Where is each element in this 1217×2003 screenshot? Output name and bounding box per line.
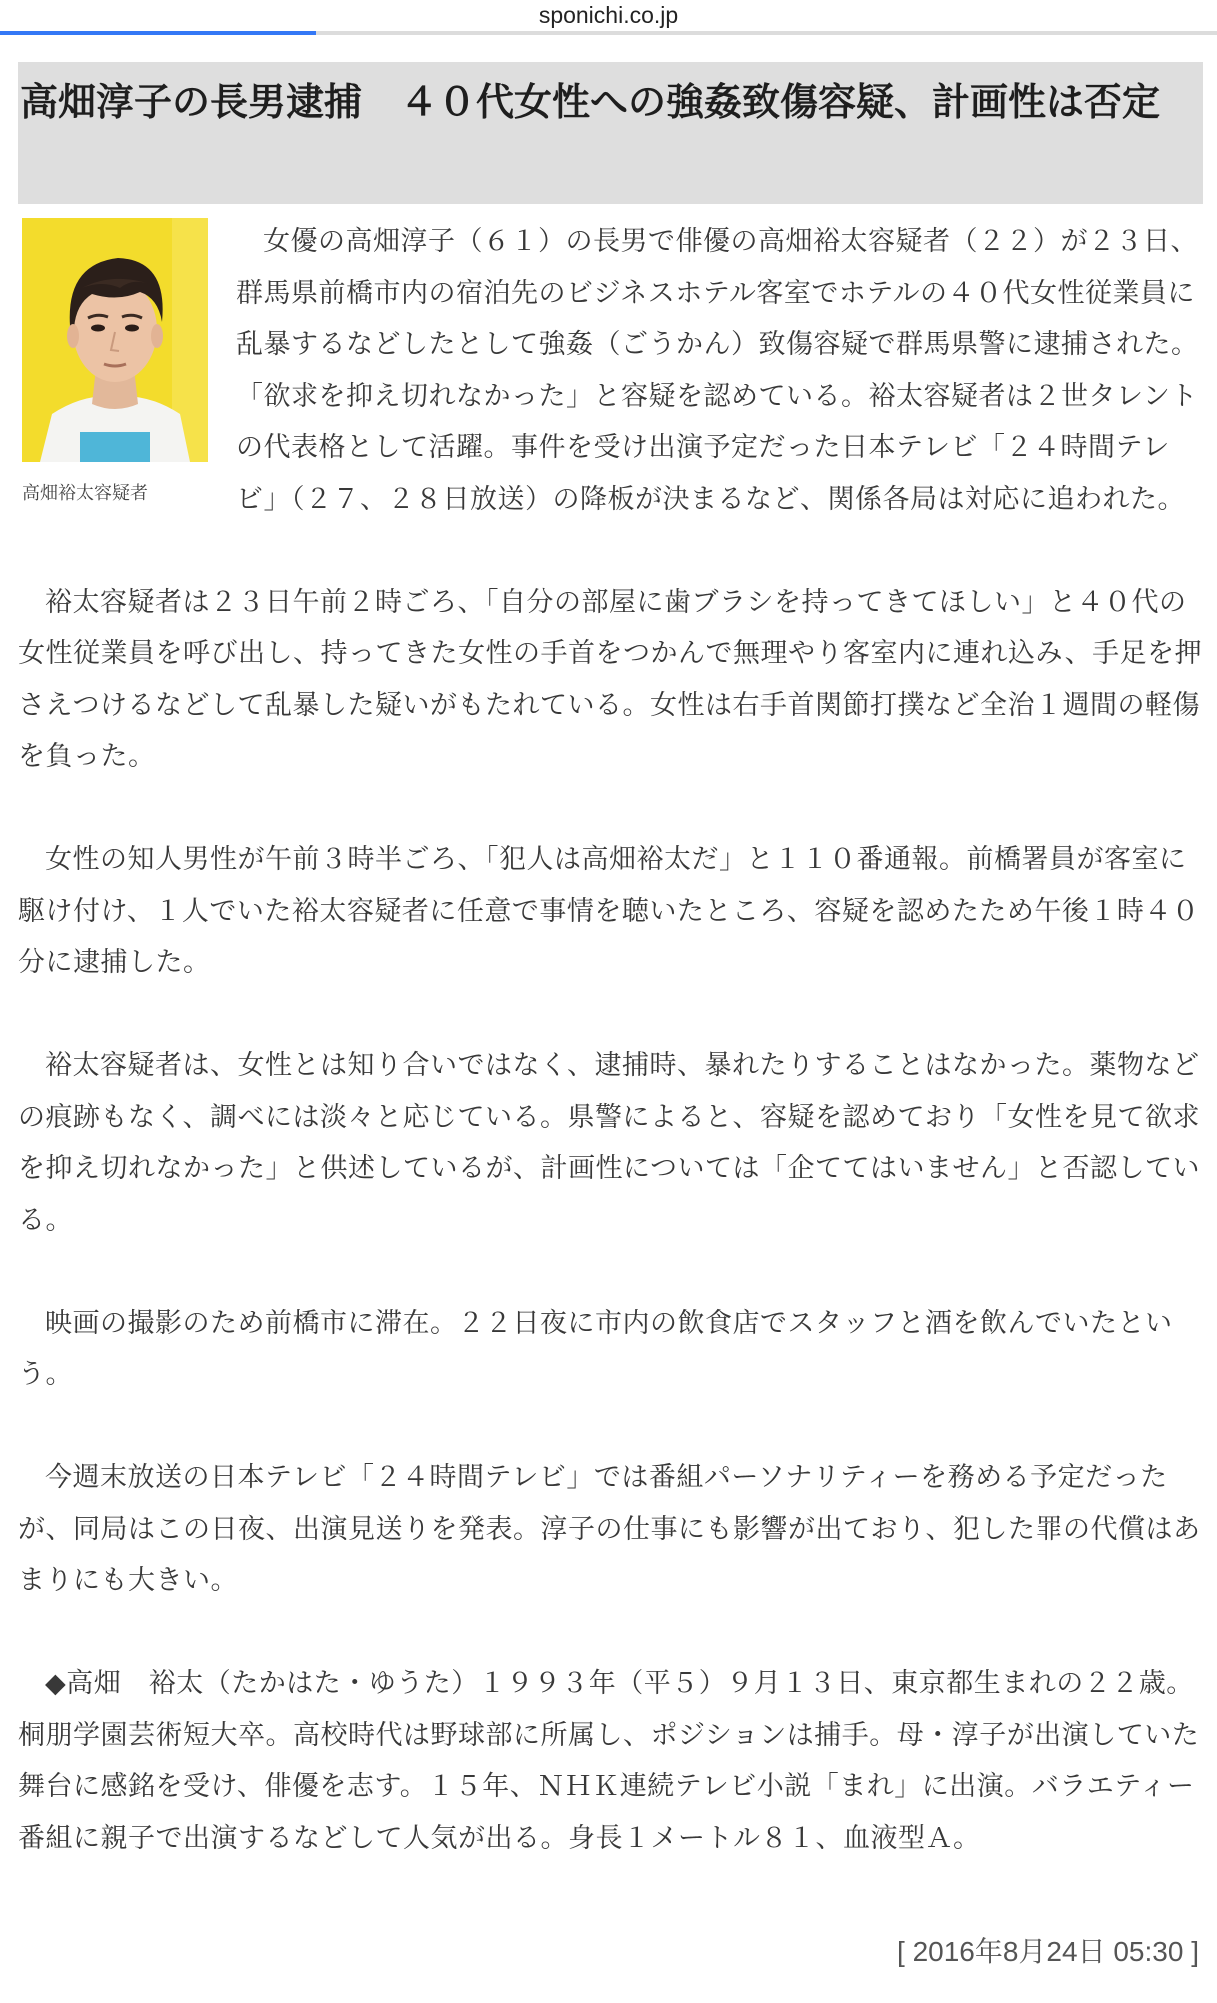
- photo-caption: 高畑裕太容疑者: [22, 483, 148, 504]
- page-load-progress-fill: [0, 31, 316, 35]
- article-paragraph: 今週末放送の日本テレビ「２４時間テレビ」では番組パーソナリティーを務める予定だったが、同局はこの日夜、出演見送りを発表。淳子の仕事にも影響が出ており、犯した罪の代償はあまりにも大きい。: [18, 1462, 1201, 1596]
- article-paragraph: 裕太容疑者は、女性とは知り合いではなく、逮捕時、暴れたりすることはなかった。薬物などの痕跡もなく、調べには淡々と応じている。県警によると、容疑を認めており「女性を見て欲求を抑え切れなかった」と供述しているが、計画性については「企ててはいません」と否認している。: [18, 1050, 1200, 1236]
- article-paragraph: 裕太容疑者は２３日午前２時ごろ、「自分の部屋に歯ブラシを持ってきてほしい」と４０代の女性従業員を呼び出し、持ってきた女性の手首をつかんで無理やり客室内に連れ込み、手足を押さえつけるなどして乱暴した疑いがもたれている。女性は右手首関節打撲など全治１週間の軽傷を負った。: [18, 586, 1203, 772]
- headline-banner: [18, 62, 1203, 204]
- article-paragraph: 女性の知人男性が午前３時半ごろ、「犯人は高畑裕太だ」と１１０番通報。前橋署員が客室に駆け付け、１人でいた裕太容疑者に任意で事情を聴いたところ、容疑を認めたため午後１時４０分に逮捕した。: [18, 844, 1200, 978]
- photo-float-spacer: [18, 216, 226, 516]
- page-load-progress-bar: [0, 31, 1217, 35]
- article-profile: ◆高畑 裕太（たかはた・ゆうた）１９９３年（平５）９月１３日、東京都生まれの２２歳。桐朋学園芸術短大卒。高校時代は野球部に所属し、ポジションは捕手。母・淳子が出演していた舞台に感銘を受け、俳優を志す。１５年、ＮＨＫ連続テレビ小説「まれ」に出演。バラエティー番組に親子で出演するなどして人気が出る。身長１メートル８１、血液型Ａ。: [18, 1668, 1200, 1854]
- article-timestamp: [ 2016年8月24日 05:30 ]: [897, 1936, 1199, 1967]
- article-body: [18, 216, 1208, 1916]
- article-paragraph: 女優の高畑淳子（６１）の長男で俳優の高畑裕太容疑者（２２）が２３日、群馬県前橋市内の宿泊先のビジネスホテル客室でホテルの４０代女性従業員に乱暴するなどしたとして強姦（ごうかん）致傷容疑で群馬県警に逮捕された。「欲求を抑え切れなかった」と容疑を認めている。裕太容疑者は２世タレントの代表格として活躍。事件を受け出演予定だった日本テレビ「２４時間テレビ」（２７、２８日放送）の降板が決まるなど、関係各局は対応に追われた。: [236, 226, 1199, 515]
- article-paragraph: 映画の撮影のため前橋市に滞在。２２日夜に市内の飲食店でスタッフと酒を飲んでいたという。: [18, 1307, 1173, 1390]
- browser-url-bar[interactable]: [0, 0, 1217, 36]
- article-headline: 高畑淳子の長男逮捕 ４０代女性への強姦致傷容疑、計画性は否定: [20, 80, 1161, 124]
- url-domain-label[interactable]: sponichi.co.jp: [538, 2, 679, 28]
